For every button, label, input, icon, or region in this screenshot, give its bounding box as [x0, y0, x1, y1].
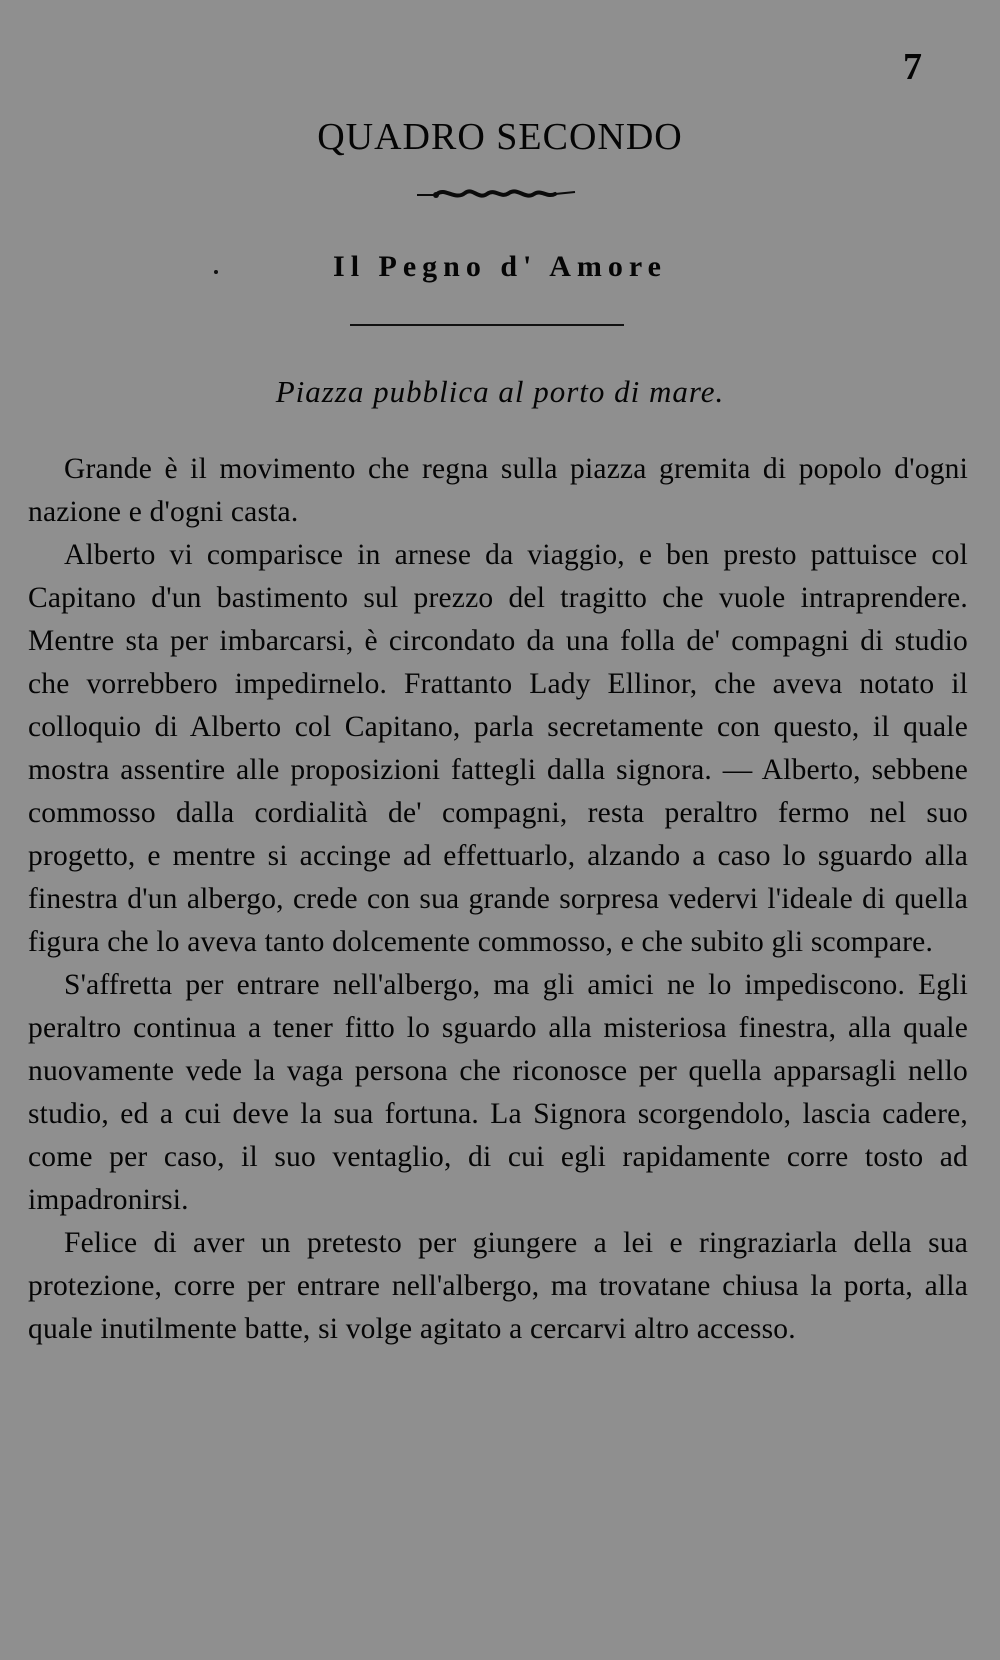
paragraph-opening: Grande è il movimento che regna sulla piazza gremita di popolo d'ogni nazione e d'ogni casta.	[28, 453, 968, 528]
section-heading: QUADRO SECONDO	[317, 116, 683, 158]
scene-setting: Piazza pubblica al porto di mare.	[275, 374, 725, 409]
paragraph-closing: Felice di aver un pretesto per giungere a lei e ringraziarla della sua protezione, corre per entrare nell'albergo, ma trovatane chiusa la porta, alla quale inutilmente batte, si volge agitato a cercarvi altro accesso.	[28, 1227, 968, 1345]
play-title: Il Pegno d' Amore	[333, 250, 667, 283]
page-number: 7	[903, 46, 922, 88]
paragraph-alberto: Alberto vi comparisce in arnese da viaggio, e ben presto pattuisce col Capitano d'un bastimento sul prezzo del tragitto che vuole intraprendere. Mentre sta per imbarcarsi, è circondato da una folla de' compagni di studio che vorrebbero impedirnelo. Frattanto Lady Ellinor, che aveva notato il colloquio di Alberto col Capitano, parla secretamente con questo, il quale mostra assentire alle proposizioni fattegli dalla signora. — Alberto, sebbene commosso dalla cordialità de' compagni, resta peraltro fermo nel suo progetto, e mentre si accinge ad effettuarlo, alzando a caso lo sguardo alla finestra d'un albergo, crede con sua grande sorpresa vedervi l'ideale di quella figura che lo aveva tanto dolcemente commosso, e che subito gli scompare.	[28, 539, 968, 958]
ornamental-divider	[415, 186, 577, 202]
paragraph-albergo: S'affretta per entrare nell'albergo, ma gli amici ne lo impediscono. Egli peraltro continua a tener fitto lo sguardo alla misteriosa finestra, alla quale nuovamente vede la vaga persona che riconosce per quella apparsagli nello studio, ed a cui deve la sua fortuna. La Signora scorgendolo, lascia cadere, come per caso, il suo ventaglio, di cui egli rapidamente corre tosto ad impadronirsi.	[28, 969, 968, 1216]
body-text	[28, 448, 968, 1351]
title-rule	[350, 324, 624, 326]
